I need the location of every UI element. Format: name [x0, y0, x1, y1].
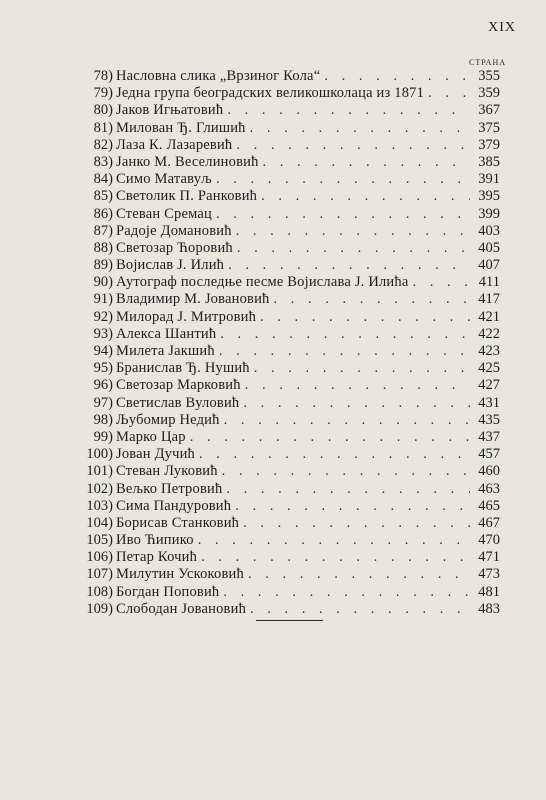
toc-entry — [75, 85, 500, 102]
toc-entry — [75, 102, 500, 119]
entry-title: Насловна слика „Врзиног Кола“ — [116, 68, 321, 84]
entry-title: Иво Ћипико — [116, 532, 194, 549]
dot-leader — [215, 343, 470, 360]
toc-entry — [75, 68, 500, 85]
entry-page-number: 379 — [478, 136, 500, 153]
toc-entry — [75, 481, 500, 498]
entry-page-number: 411 — [478, 274, 500, 291]
entry-number: 109) — [86, 600, 113, 617]
entry-number: 102) — [86, 480, 113, 497]
entry-title: Милутин Ускоковић — [116, 566, 244, 583]
entry-page-number: 391 — [478, 171, 500, 188]
entry-number: 86) — [93, 205, 113, 222]
entry-title: Јаков Игњатовић — [116, 102, 224, 119]
entry-number: 95) — [93, 360, 113, 377]
dot-leader — [219, 584, 470, 601]
entry-page-number: 422 — [478, 325, 500, 342]
entry-page-number: 425 — [478, 360, 500, 377]
dot-leader — [232, 223, 470, 240]
entry-number: 88) — [93, 239, 113, 256]
entry-page-number: 435 — [478, 411, 500, 428]
entry-page-number: 427 — [478, 377, 500, 394]
dot-leader — [269, 291, 470, 308]
entry-number: 84) — [93, 171, 113, 188]
toc-entry — [75, 240, 500, 257]
entry-page-number: 431 — [478, 394, 500, 411]
entry-number: 89) — [93, 257, 113, 274]
dot-leader — [194, 532, 470, 549]
entry-number: 100) — [86, 446, 113, 463]
dot-leader — [222, 481, 470, 498]
entry-number: 92) — [93, 308, 113, 325]
entry-title: Симо Матавуљ — [116, 171, 212, 188]
dot-leader — [195, 446, 470, 463]
dot-leader — [233, 240, 470, 257]
entry-title: Милета Јакшић — [116, 343, 215, 359]
entry-number: 83) — [93, 153, 113, 170]
entry-page-number: 399 — [478, 205, 500, 222]
dot-leader — [408, 274, 470, 291]
entry-title: Једна група београдских великошколаца из 1871 — [116, 85, 425, 102]
dot-leader — [257, 188, 470, 205]
dot-leader — [224, 257, 470, 274]
entry-page-number: 470 — [478, 532, 500, 549]
entry-title: Богдан Поповић — [116, 583, 220, 600]
entry-page-number: 355 — [478, 68, 500, 84]
entry-title: Војислав Ј. Илић — [116, 257, 225, 274]
entry-title: Петар Кочић — [116, 549, 198, 566]
entry-title: Стеван Сремац — [116, 205, 212, 222]
entry-title: Јанко М. Веселиновић — [116, 153, 259, 170]
entry-title: Вељко Петровић — [116, 480, 223, 497]
entry-number: 97) — [93, 394, 113, 411]
toc-entry — [75, 446, 500, 463]
dot-leader — [320, 68, 470, 85]
toc-entry — [75, 498, 500, 515]
dot-leader — [223, 102, 470, 119]
entry-number: 105) — [86, 532, 113, 549]
entry-number: 80) — [93, 102, 113, 119]
entry-title: Аутограф последње песме Војислава Ј. Илића — [116, 274, 409, 291]
dot-leader — [250, 360, 470, 377]
entry-number: 106) — [86, 549, 113, 566]
toc-entry — [75, 257, 500, 274]
toc-entry — [75, 223, 500, 240]
entry-title: Милован Ђ. Глишић — [116, 119, 246, 136]
dot-leader — [244, 566, 470, 583]
entry-number: 99) — [93, 428, 113, 445]
toc-entry — [75, 188, 500, 205]
toc-entry — [75, 377, 500, 394]
entry-number: 103) — [86, 497, 113, 514]
section-divider — [256, 620, 323, 621]
toc-entry — [75, 206, 500, 223]
entry-title: Марко Цар — [116, 428, 186, 445]
entry-page-number: 437 — [478, 428, 500, 445]
entry-title: Милорад Ј. Митровић — [116, 308, 257, 325]
entry-page-number: 481 — [478, 583, 500, 600]
entry-number: 91) — [93, 291, 113, 308]
entry-title: Бранислав Ђ. Нушић — [116, 360, 250, 377]
entry-page-number: 457 — [478, 446, 500, 463]
dot-leader — [232, 137, 470, 154]
entry-page-number: 375 — [478, 119, 500, 136]
entry-title: Лаза К. Лазаревић — [116, 136, 233, 153]
dot-leader — [197, 549, 470, 566]
toc-entry — [75, 515, 500, 532]
toc-entry — [75, 360, 500, 377]
dot-leader — [186, 429, 470, 446]
toc-entry — [75, 412, 500, 429]
dot-leader — [216, 326, 470, 343]
entry-number: 96) — [93, 377, 113, 394]
entry-title: Владимир М. Јовановић — [116, 291, 270, 308]
entry-number: 108) — [86, 583, 113, 600]
entry-page-number: 367 — [478, 102, 500, 119]
entry-number: 98) — [93, 411, 113, 428]
entry-page-number: 460 — [478, 463, 500, 480]
toc-entry — [75, 154, 500, 171]
dot-leader — [231, 498, 470, 515]
entry-page-number: 465 — [478, 497, 500, 514]
toc-entry — [75, 601, 500, 618]
toc-entry — [75, 584, 500, 601]
entry-title: Алекса Шантић — [116, 325, 217, 342]
dot-leader — [220, 412, 470, 429]
dot-leader — [259, 154, 470, 171]
toc-entry — [75, 532, 500, 549]
entry-number: 94) — [93, 343, 113, 359]
toc-entry — [75, 326, 500, 343]
entry-page-number: 359 — [478, 85, 500, 102]
toc-entry — [75, 463, 500, 480]
page-column-header: СТРАНА — [469, 58, 506, 67]
entry-title: Јован Дучић — [116, 446, 196, 463]
entry-page-number: 423 — [478, 343, 500, 359]
entry-number: 85) — [93, 188, 113, 205]
dot-leader — [212, 206, 470, 223]
dot-leader — [241, 377, 470, 394]
entry-number: 87) — [93, 222, 113, 239]
toc-entry — [75, 429, 500, 446]
entry-page-number: 417 — [478, 291, 500, 308]
entry-page-number: 405 — [478, 239, 500, 256]
entry-number: 78) — [93, 68, 113, 84]
entry-page-number: 471 — [478, 549, 500, 566]
entry-number: 79) — [93, 85, 113, 102]
entry-title: Светолик П. Ранковић — [116, 188, 258, 205]
dot-leader — [239, 395, 470, 412]
entry-page-number: 395 — [478, 188, 500, 205]
entry-page-number: 407 — [478, 257, 500, 274]
entry-page-number: 403 — [478, 222, 500, 239]
dot-leader — [256, 309, 470, 326]
entry-title: Стеван Луковић — [116, 463, 218, 480]
entry-page-number: 473 — [478, 566, 500, 583]
dot-leader — [212, 171, 470, 188]
toc-entry — [75, 309, 500, 326]
dot-leader — [246, 120, 470, 137]
dot-leader — [424, 85, 470, 102]
dot-leader — [246, 601, 470, 618]
entry-title: Љубомир Недић — [116, 411, 220, 428]
entry-page-number: 467 — [478, 514, 500, 531]
entry-page-number: 483 — [478, 600, 500, 617]
toc-entry — [75, 274, 500, 291]
entry-title: Борисав Станковић — [116, 514, 240, 531]
entry-page-number: 421 — [478, 308, 500, 325]
dot-leader — [239, 515, 470, 532]
toc-entry — [75, 137, 500, 154]
entry-title: Слободан Јовановић — [116, 600, 247, 617]
toc-entry — [75, 171, 500, 188]
toc-entry — [75, 291, 500, 308]
entry-title: Светозар Ћоровић — [116, 239, 233, 256]
table-of-contents — [75, 68, 500, 618]
entry-number: 104) — [86, 514, 113, 531]
entry-title: Радоје Домановић — [116, 222, 232, 239]
dot-leader — [218, 463, 470, 480]
entry-number: 107) — [86, 566, 113, 583]
entry-title: Сима Пандуровић — [116, 497, 232, 514]
entry-number: 93) — [93, 325, 113, 342]
page-number: XIX — [488, 20, 516, 35]
entry-page-number: 385 — [478, 153, 500, 170]
entry-page-number: 463 — [478, 480, 500, 497]
entry-number: 82) — [93, 136, 113, 153]
entry-number: 101) — [86, 463, 113, 480]
toc-entry — [75, 566, 500, 583]
entry-number: 81) — [93, 119, 113, 136]
toc-entry — [75, 395, 500, 412]
entry-title: Светислав Вуловић — [116, 394, 240, 411]
entry-number: 90) — [93, 274, 113, 291]
toc-entry — [75, 343, 500, 360]
toc-entry — [75, 549, 500, 566]
toc-entry — [75, 120, 500, 137]
entry-title: Светозар Марковић — [116, 377, 241, 394]
